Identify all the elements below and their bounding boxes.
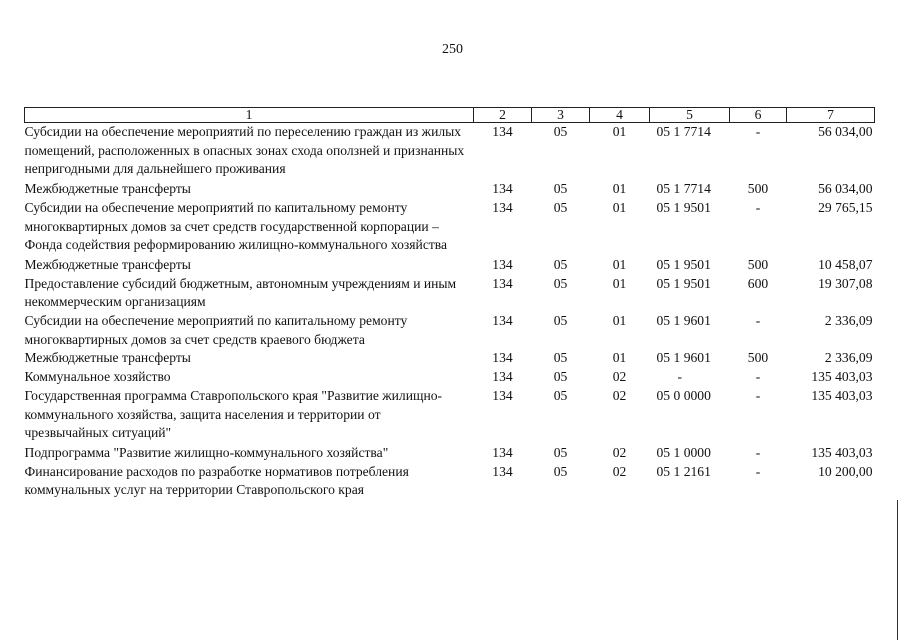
cell-col-5: 05 1 9601: [656, 313, 711, 329]
cell-col-4: 01: [612, 256, 627, 272]
cell-col-2: 134: [492, 275, 513, 291]
column-header-4: 4: [590, 108, 650, 123]
cell-col-7: 10 458,07: [818, 256, 873, 272]
table-row: [25, 349, 875, 368]
cell-col-5: 05 1 7714: [656, 181, 711, 197]
column-header-5: 5: [650, 108, 730, 123]
cell-col-6: 500: [747, 256, 769, 272]
table-header-row: [25, 108, 875, 123]
cell-col-6: -: [755, 313, 761, 329]
cell-col-7: 135 403,03: [811, 369, 873, 385]
cell-col-3: 05: [553, 124, 568, 139]
table-row: [25, 123, 875, 180]
cell-col-7: 2 336,09: [824, 350, 873, 366]
cell-col-3: 05: [553, 199, 568, 215]
cell-col-4: 01: [612, 199, 627, 215]
cell-col-4: 01: [612, 124, 627, 139]
cell-col-5: 05 1 9501: [656, 199, 711, 215]
row-name: Финансирование расходов по разработке нормативов потребления коммунальных услуг на территории Ставропольского края: [24, 463, 409, 498]
cell-col-3: 05: [553, 181, 568, 197]
scan-edge-line: [897, 500, 898, 640]
table-row: [25, 368, 875, 387]
cell-col-6: -: [755, 387, 761, 403]
cell-col-2: 134: [492, 313, 513, 329]
cell-col-5: 05 1 9501: [656, 256, 711, 272]
row-name: Межбюджетные трансферты: [24, 350, 191, 366]
table-row: [25, 275, 875, 312]
cell-col-2: 134: [492, 124, 513, 139]
cell-col-7: 135 403,03: [811, 387, 873, 403]
cell-col-2: 134: [492, 199, 513, 215]
cell-col-6: 600: [747, 275, 769, 291]
table-row: [25, 443, 875, 463]
cell-col-3: 05: [553, 387, 568, 403]
cell-col-3: 05: [553, 256, 568, 272]
cell-col-6: -: [755, 124, 761, 139]
cell-col-7: 10 200,00: [818, 463, 873, 479]
cell-col-2: 134: [492, 350, 513, 366]
table-row: [25, 199, 875, 255]
row-name: Субсидии на обеспечение мероприятий по капитальному ремонту многоквартирных домов за счет средств государственной корпорации – Фонда содействия реформированию жилищно-коммунального хозяйства: [24, 199, 448, 253]
cell-col-4: 01: [612, 350, 627, 366]
cell-col-5: 05 0 0000: [656, 387, 711, 403]
cell-col-4: 02: [612, 369, 627, 385]
cell-col-2: 134: [492, 444, 513, 460]
column-header-1: 1: [25, 108, 474, 123]
cell-col-2: 134: [492, 181, 513, 197]
column-header-2: 2: [474, 108, 532, 123]
cell-col-5: 05 1 0000: [656, 444, 711, 460]
cell-col-6: -: [755, 199, 761, 215]
cell-col-4: 01: [612, 275, 627, 291]
cell-col-6: 500: [747, 181, 769, 197]
page-number: 250: [442, 42, 463, 57]
cell-col-3: 05: [553, 275, 568, 291]
table-row: [25, 463, 875, 500]
cell-col-4: 01: [612, 313, 627, 329]
column-header-7: 7: [787, 108, 875, 123]
cell-col-3: 05: [553, 313, 568, 329]
column-header-6: 6: [730, 108, 787, 123]
table-row: [25, 179, 875, 199]
cell-col-2: 134: [492, 256, 513, 272]
cell-col-4: 01: [612, 181, 627, 197]
table-row: [25, 255, 875, 275]
row-name: Межбюджетные трансферты: [24, 181, 191, 197]
cell-col-2: 134: [492, 369, 513, 385]
cell-col-6: 500: [747, 350, 769, 366]
cell-col-4: 02: [612, 444, 627, 460]
row-name: Субсидии на обеспечение мероприятий по капитальному ремонту многоквартирных домов за счет средств краевого бюджета: [24, 313, 408, 347]
cell-col-5: -: [677, 369, 683, 385]
cell-col-5: 05 1 2161: [656, 463, 711, 479]
cell-col-6: -: [755, 369, 761, 385]
cell-col-7: 56 034,00: [818, 181, 873, 197]
table-row: [25, 387, 875, 443]
cell-col-3: 05: [553, 444, 568, 460]
row-name: Государственная программа Ставропольского края "Развитие жилищно-коммунального хозяйства, защита населения и территории от чрезвычайных ситуаций": [24, 387, 443, 441]
cell-col-4: 02: [612, 463, 627, 479]
column-header-3: 3: [532, 108, 590, 123]
cell-col-7: 19 307,08: [818, 275, 873, 291]
cell-col-7: 29 765,15: [818, 199, 873, 215]
cell-col-5: 05 1 9501: [656, 275, 711, 291]
cell-col-2: 134: [492, 463, 513, 479]
row-name: Межбюджетные трансферты: [24, 256, 191, 272]
budget-table: [24, 107, 875, 500]
cell-col-7: 2 336,09: [824, 313, 873, 329]
cell-col-7: 56 034,00: [818, 124, 873, 139]
cell-col-3: 05: [553, 463, 568, 479]
cell-col-5: 05 1 9601: [656, 350, 711, 366]
row-name: Предоставление субсидий бюджетным, автономным учреждениям и иным некоммерческим организациям: [24, 275, 457, 310]
row-name: Подпрограмма "Развитие жилищно-коммунального хозяйства": [24, 444, 389, 460]
cell-col-4: 02: [612, 387, 627, 403]
table-row: [25, 312, 875, 349]
cell-col-3: 05: [553, 369, 568, 385]
cell-col-5: 05 1 7714: [656, 124, 711, 139]
cell-col-6: -: [755, 463, 761, 479]
cell-col-7: 135 403,03: [811, 444, 873, 460]
row-name: Коммунальное хозяйство: [24, 369, 171, 385]
row-name: Субсидии на обеспечение мероприятий по переселению граждан из жилых помещений, расположенных в опасных зонах схода оползней и признанных непригодными для дальнейшего проживания: [24, 124, 465, 177]
cell-col-3: 05: [553, 350, 568, 366]
cell-col-2: 134: [492, 387, 513, 403]
cell-col-6: -: [755, 444, 761, 460]
